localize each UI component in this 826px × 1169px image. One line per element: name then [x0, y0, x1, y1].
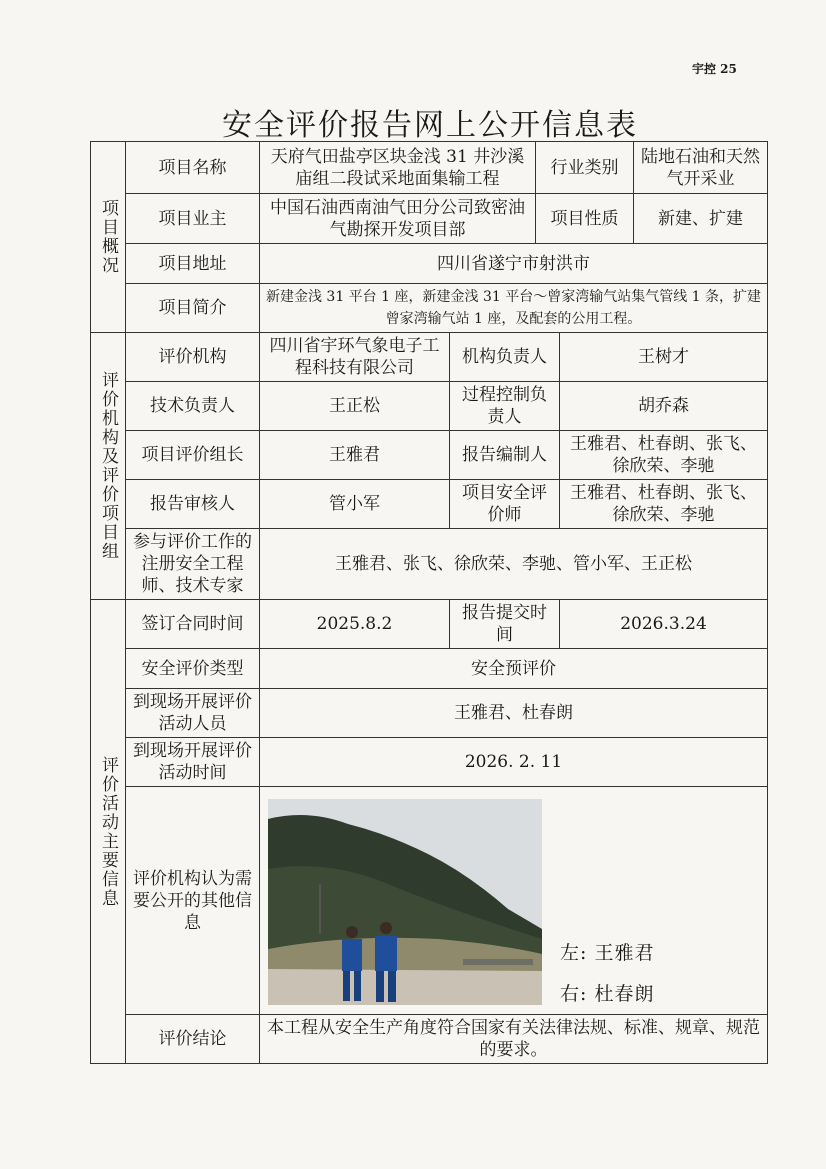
- tech-head-value: 王正松: [260, 382, 450, 431]
- submit-date-label: 报告提交时间: [450, 600, 560, 649]
- process-head-label: 过程控制负责人: [450, 382, 560, 431]
- onsite-time-label: 到现场开展评价活动时间: [126, 738, 260, 787]
- photo-caption-right: 右: 杜春朗: [560, 983, 655, 1005]
- team-leader-value: 王雅君: [260, 431, 450, 480]
- project-intro-value: 新建金浅 31 平台 1 座，新建金浅 31 平台～曾家湾输气站集气管线 1 条，扩建曾家湾输气站 1 座，及配套的公用工程。: [260, 284, 768, 333]
- project-address-label: 项目地址: [126, 244, 260, 284]
- project-name-value: 天府气田盐亭区块金浅 31 井沙溪庙组二段试采地面集输工程: [260, 142, 536, 194]
- group-activity: 评价活动主要信息: [91, 600, 126, 1064]
- project-address-value: 四川省遂宁市射洪市: [260, 244, 768, 284]
- project-owner-label: 项目业主: [126, 194, 260, 244]
- safety-assessor-value: 王雅君、杜春朗、张飞、徐欣荣、李驰: [560, 480, 768, 529]
- report-writer-label: 报告编制人: [450, 431, 560, 480]
- report-writer-value: 王雅君、杜春朗、张飞、徐欣荣、李驰: [560, 431, 768, 480]
- info-table: [90, 141, 768, 1064]
- project-owner-value: 中国石油西南油气田分公司致密油气勘探开发项目部: [260, 194, 536, 244]
- submit-date-value: 2026.3.24: [560, 600, 768, 649]
- report-reviewer-label: 报告审核人: [126, 480, 260, 529]
- project-nature-label: 项目性质: [536, 194, 634, 244]
- agency-head-label: 机构负责人: [450, 333, 560, 382]
- onsite-staff-value: 王雅君、杜春朗: [260, 689, 768, 738]
- conclusion-value: 本工程从安全生产角度符合国家有关法律法规、标准、规章、规范的要求。: [260, 1015, 768, 1064]
- onsite-staff-label: 到现场开展评价活动人员: [126, 689, 260, 738]
- agency-head-value: 王树才: [560, 333, 768, 382]
- group-agency: 评价机构及评价项目组: [91, 333, 126, 600]
- contract-date-label: 签订合同时间: [126, 600, 260, 649]
- experts-label: 参与评价工作的注册安全工程师、技术专家: [126, 529, 260, 600]
- assessment-type-label: 安全评价类型: [126, 649, 260, 689]
- site-photo: [268, 799, 542, 1005]
- onsite-time-value: 2026. 2. 11: [260, 738, 768, 787]
- group-overview: 项目概况: [91, 142, 126, 333]
- project-intro-label: 项目简介: [126, 284, 260, 333]
- document-code: 宇控 25: [692, 62, 737, 76]
- photo-caption-left: 左: 王雅君: [560, 942, 655, 964]
- page-title: 安全评价报告网上公开信息表: [222, 108, 638, 143]
- safety-assessor-label: 项目安全评价师: [450, 480, 560, 529]
- tech-head-label: 技术负责人: [126, 382, 260, 431]
- industry-value: 陆地石油和天然气开采业: [634, 142, 768, 194]
- process-head-value: 胡乔森: [560, 382, 768, 431]
- industry-label: 行业类别: [536, 142, 634, 194]
- contract-date-value: 2025.8.2: [260, 600, 450, 649]
- agency-value: 四川省宇环气象电子工程科技有限公司: [260, 333, 450, 382]
- agency-label: 评价机构: [126, 333, 260, 382]
- experts-value: 王雅君、张飞、徐欣荣、李驰、管小军、王正松: [260, 529, 768, 600]
- project-name-label: 项目名称: [126, 142, 260, 194]
- report-reviewer-value: 管小军: [260, 480, 450, 529]
- conclusion-label: 评价结论: [126, 1015, 260, 1064]
- assessment-type-value: 安全预评价: [260, 649, 768, 689]
- project-nature-value: 新建、扩建: [634, 194, 768, 244]
- other-info-label: 评价机构认为需要公开的其他信息: [126, 787, 260, 1015]
- team-leader-label: 项目评价组长: [126, 431, 260, 480]
- other-info-cell: [260, 787, 768, 1015]
